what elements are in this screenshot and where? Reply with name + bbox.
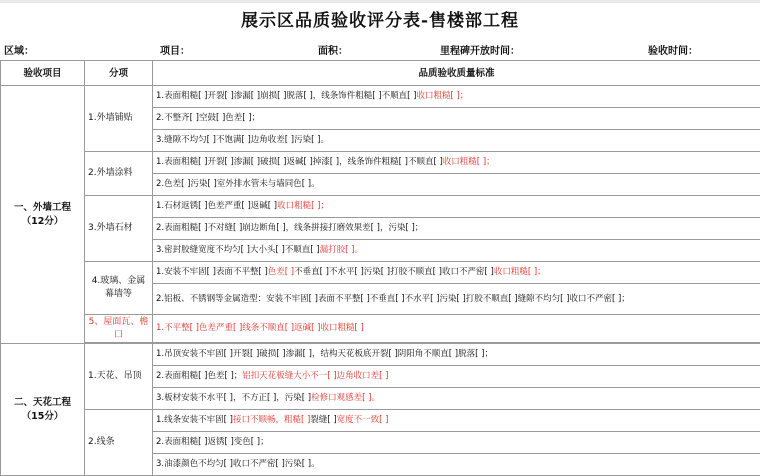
project-label: 项目： <box>160 42 190 60</box>
subitem-curtain-wall: 4.玻璃、金属 幕墙等 <box>85 262 153 315</box>
criterion-b2: 2.色差[ ]污染[ ]室外排水管未与墙同色[ ]。 <box>153 174 760 196</box>
header-row <box>1 61 760 86</box>
criterion-a3: 3.缝隙不均匀[ ]不饱满[ ]边角收差[ ]污染[ ]。 <box>153 130 760 152</box>
criterion-c3: 3.密封胶缝宽度不均匀[ ]大小头[ ]不顺直[ ]漏打胶[ ]。 <box>153 240 760 262</box>
subitem-exterior-tile: 1.外墙铺贴 <box>85 86 153 152</box>
criterion-g1: 1.线条安装不牢固[ ]接口不顺畅，粗糙[ ]裂缝[ ]宽度不一致[ ] <box>153 410 760 432</box>
size-label: 面积： <box>318 42 348 60</box>
group-exterior <box>1 86 85 344</box>
table-row <box>1 86 760 108</box>
group-ceiling-name: 二、天花工程 <box>4 396 81 410</box>
page-title: 展示区品质验收评分表-售楼部工程 <box>0 6 760 31</box>
criterion-a2: 2.不整齐[ ]空鼓[ ]色差[ ]； <box>153 108 760 130</box>
criterion-a1: 1.表面粗糙[ ]开裂[ ]渗漏[ ]崩损[ ]脱落[ ]，线条饰件粗糙[ ]不顺直[ ]收口粗糙[ ]； <box>153 86 760 108</box>
header-sub: 分项 <box>85 61 153 86</box>
table-row <box>1 262 760 284</box>
criterion-g2: 2.表面粗糙[ ]返锈[ ]变色[ ]； <box>153 432 760 454</box>
subitem-lines: 2.线条 <box>85 410 153 476</box>
criterion-b1: 1.表面粗糙[ ]开裂[ ]渗漏[ ]破损[ ]返碱[ ]掉漆[ ]，线条饰件粗糙[ ]不顺直[ ]收口粗糙[ ]； <box>153 152 760 174</box>
group-exterior-name: 一、外墙工程 <box>4 201 81 215</box>
criterion-c2: 2.表面粗糙[ ]不对缝[ ]崩边断角[ ]，线条拼接打磨效果差[ ]，污染[ ]； <box>153 218 760 240</box>
subitem-roof: 5、屋面瓦、檐口 <box>85 315 153 343</box>
criterion-c1: 1.石材返锈[ ]色差严重[ ]返碱[ ]收口粗糙[ ]； <box>153 196 760 218</box>
criterion-f3: 3.板材安装不水平[ ]，不方正[ ]，污染[ ]检修口观感差[ ]。 <box>153 388 760 410</box>
criterion-d1: 1.安装不牢固[ ]表面不平整[ ]色差[ ]不垂直[ ]不水平[ ]污染[ ]打胶不顺直[ ]收口不严密[ ]收口粗糙[ ]； <box>153 262 760 284</box>
criterion-f1: 1.吊顶安装不牢固[ ]开裂[ ]破损[ ]渗漏[ ]，结构天花板底开裂[ ]阴阳角不顺直[ ]脱落[ ]； <box>153 344 760 366</box>
criterion-g3: 3.油漆颜色不均匀[ ]收口不严密[ ]污染[ ]。 <box>153 454 760 476</box>
subitem-exterior-paint: 2.外墙涂料 <box>85 152 153 196</box>
criterion-f2: 2.表面粗糙[ ]色差[ ]；铝扣天花板缝大小不一[ ]边角收口差[ ] <box>153 366 760 388</box>
top-border <box>0 0 760 3</box>
table-row <box>1 410 760 432</box>
group-ceiling <box>1 344 85 476</box>
header-item: 验收项目 <box>1 61 85 86</box>
group-ceiling-score: （15分） <box>4 410 81 424</box>
criterion-d2: 2.铝板、不锈钢等金属造型：安装不牢固[ ]表面不平整[ ]不垂直[ ]不水平[ ]污染[ ]打胶不顺直[ ]缝隙不均匀[ ]收口不严密[ ]； <box>153 284 760 315</box>
criterion-e1: 1.不平整[ ]色差严重[ ]线条不顺直[ ]返碱[ ]收口粗糙[ ] <box>153 315 760 343</box>
table-row <box>1 344 760 366</box>
subitem-exterior-stone: 3.外墙石材 <box>85 196 153 262</box>
table-row <box>1 152 760 174</box>
table-row <box>1 196 760 218</box>
acceptance-time-label: 验收时间： <box>648 42 698 60</box>
milestone-label: 里程碑开放时间： <box>440 42 520 60</box>
header-standard: 品质验收质量标准 <box>153 61 760 86</box>
subitem-ceiling: 1.天花、吊顶 <box>85 344 153 410</box>
table-row <box>1 315 760 343</box>
acceptance-table <box>0 60 760 476</box>
area-label: 区域： <box>4 42 34 60</box>
group-exterior-score: （12分） <box>4 215 81 229</box>
